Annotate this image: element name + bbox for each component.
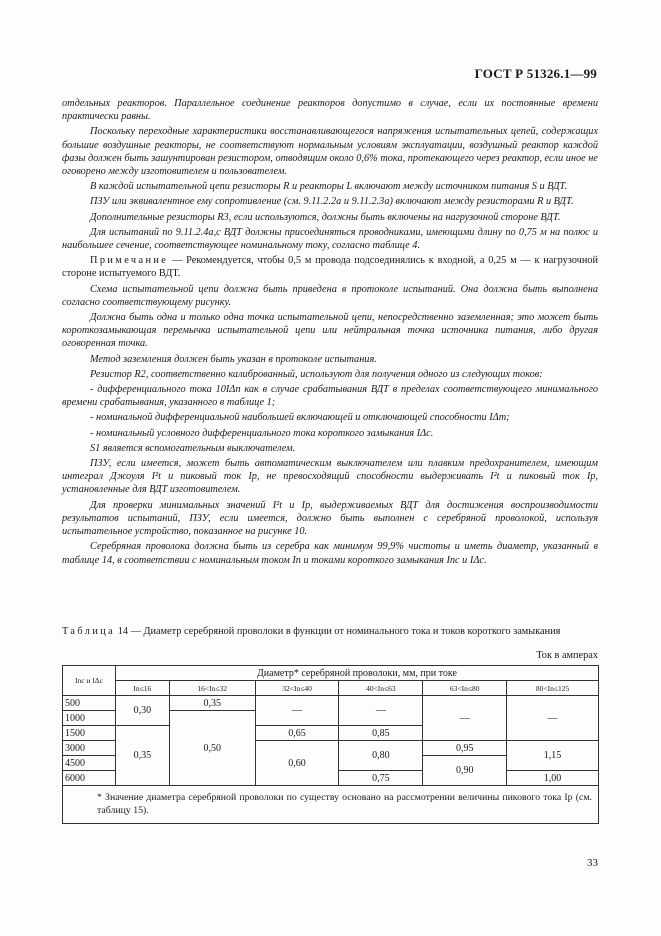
paragraph: S1 является вспомогательным выключателем. — [90, 442, 296, 454]
list-item: - номинальный условного дифференциального тока короткого замыкания IΔc. — [90, 427, 434, 439]
table-footnote: * Значение диаметра серебряной проволоки по существу основано на рассмотрении величины пикового тока Ip (см. таблицу 15). — [63, 786, 599, 824]
table-cell: 0,35 — [115, 726, 169, 786]
table-cell: — — [507, 696, 599, 741]
column-header: In≤16 — [115, 681, 169, 696]
paragraph: Дополнительные резисторы R3, если используются, должны быть включены на нагрузочной стороне ВДТ. — [90, 211, 561, 223]
table-cell: 0,65 — [255, 726, 339, 741]
table-cell: 0,75 — [339, 771, 423, 786]
paragraph: Поскольку переходные характеристики восстанавливающегося напряжения испытательных цепей, содержащих большие воздушные реакторы, не соответствуют нормальным условиям эксплуатации, воздушный реактор каждой фазы должен быть зашунтирован резистором, отводящим около 0,6% тока, протекающего через реактор, если иное не оговорено между изготовителем и пользователем. — [62, 126, 598, 178]
table-cell: 0,50 — [169, 711, 255, 786]
row-label: 6000 — [63, 771, 116, 786]
column-header: 63<In≤80 — [423, 681, 507, 696]
table-title-text: 14 — Диаметр серебряной проволоки в функции от номинального тока и токов короткого замыкания — [115, 626, 561, 637]
table-cell: 0,30 — [115, 696, 169, 726]
paragraph: Серебряная проволока должна быть из серебра как минимум 99,9% чистоты и иметь диаметр, указанный в таблице 14, в соответствии с номинальным током In и токами короткого замыкания Inc и IΔc. — [62, 541, 598, 566]
table-cell: 0,80 — [339, 741, 423, 771]
table-cell: 1,15 — [507, 741, 599, 771]
table-row — [63, 696, 599, 711]
note-text: — Рекомендуется, чтобы 0,5 м провода подсоединялись к входной, а 0,25 м — к нагрузочной стороне испытуемого ВДТ. — [62, 255, 598, 280]
row-label: 3000 — [63, 741, 116, 756]
paragraph: Должна быть одна и только одна точка испытательной цепи, непосредственно заземленная; это может быть короткозамыкающая перемычка испытательной цепи или нейтральная точка источника питания, либо другая оговоренная точка. — [62, 312, 598, 350]
paragraph: Схема испытательной цепи должна быть приведена в протоколе испытаний. Она должна быть выполнена согласно соответствующему рисунку. — [62, 283, 598, 308]
table-cell: 0,60 — [255, 741, 339, 786]
table-cell: — — [339, 696, 423, 726]
table-cell: 0,90 — [423, 756, 507, 786]
row-label: 1000 — [63, 711, 116, 726]
table-footnote-row — [63, 786, 599, 824]
list-item: - дифференциального тока 10IΔn как в случае срабатывания ВДТ в пределах соответствующего минимального времени срабатывания, указанного в таблице 1; — [62, 384, 598, 409]
column-header: 80<In≤125 — [507, 681, 599, 696]
row-label: 1500 — [63, 726, 116, 741]
column-header: 40<In≤63 — [339, 681, 423, 696]
document-header: ГОСТ Р 51326.1—99 — [474, 66, 597, 81]
table-title-label: Таблица — [62, 626, 116, 637]
paragraph: Резистор R2, соответственно калиброванный, используют для получения одного из следующих токов: — [90, 368, 543, 380]
paragraph: отдельных реакторов. Параллельное соединение реакторов допустимо в случае, если их постоянные времени практически равны. — [62, 98, 598, 123]
row-label: 500 — [63, 696, 116, 711]
table-header-row — [63, 666, 599, 681]
row-label: 4500 — [63, 756, 116, 771]
table-title — [62, 625, 598, 638]
body-text — [62, 97, 598, 569]
column-header: 32<In≤40 — [255, 681, 339, 696]
table-units: Ток в амперах — [536, 650, 598, 661]
paragraph: Метод заземления должен быть указан в протоколе испытания. — [90, 353, 377, 365]
paragraph: Для испытаний по 9.11.2.4а,с ВДТ должны присоединяться проводниками, имеющими длину по 0,75 м на полюс и наибольшее сечение, соответствующее номинальному току, согласно таблице 4. — [62, 226, 598, 252]
table-columns-row — [63, 681, 599, 696]
list-item: - номинальной дифференциальной наибольшей включающей и отключающей способности IΔm; — [90, 412, 510, 424]
table-cell: 1,00 — [507, 771, 599, 786]
note — [62, 254, 598, 280]
group-header: Диаметр* серебряной проволоки, мм, при токе — [115, 666, 598, 681]
paragraph: ПЗУ, если имеется, может быть автоматическим выключателем или плавким предохранителем, имеющим интеграл Джоуля I²t и пиковый ток Ip, не превосходящий способности выдерживать I²t и пиковый ток Ip, установленные для ВДТ изготовителем. — [62, 458, 598, 496]
silver-wire-table — [62, 665, 599, 824]
row-header: Inc и IΔc — [63, 666, 116, 696]
table-cell: — — [255, 696, 339, 726]
table-cell: — — [423, 696, 507, 741]
paragraph: ПЗУ или эквивалентное ему сопротивление (см. 9.11.2.2а и 9.11.2.3а) включают между резисторами R и ВДТ. — [90, 196, 574, 208]
paragraph: В каждой испытательной цепи резисторы R и реакторы L включают между источником питания S и ВДТ. — [90, 181, 568, 193]
table-cell: 0,85 — [339, 726, 423, 741]
column-header: 16<In≤32 — [169, 681, 255, 696]
table-cell: 0,95 — [423, 741, 507, 756]
page-number: 33 — [587, 857, 598, 869]
table-cell: 0,35 — [169, 696, 255, 711]
note-label: Примечание — [90, 255, 169, 267]
paragraph: Для проверки минимальных значений I²t и Ip, выдерживаемых ВДТ для достижения воспроизводимости результатов испытаний, ПЗУ, если имеется, должно быть выполнен с серебряной проволокой, используя испытательное устройство, показанное на рисунке 10. — [62, 499, 598, 538]
